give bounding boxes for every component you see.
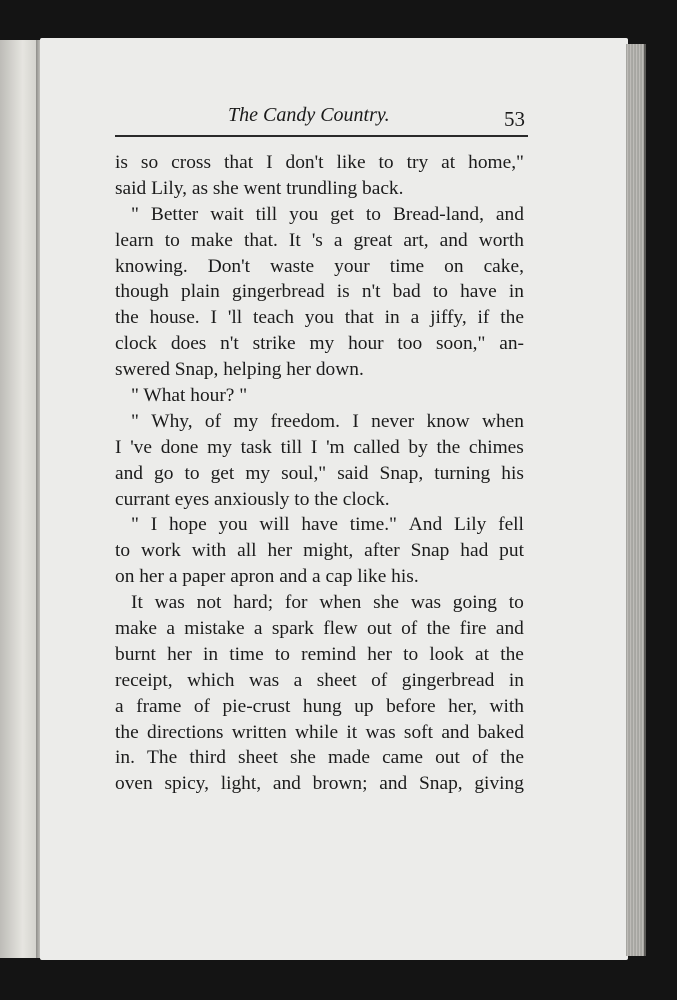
text-line: burnt her in time to remind her to look at the [115, 643, 524, 665]
text-line: learn to make that. It 's a great art, and worth [115, 229, 524, 251]
text-line: said Lily, as she went trundling back. [115, 177, 404, 199]
text-line: and go to get my soul," said Snap, turning his [115, 462, 524, 484]
text-line: receipt, which was a sheet of gingerbread in [115, 669, 524, 691]
running-header: The Candy Country. [228, 104, 390, 126]
text-line: It was not hard; for when she was going to [131, 592, 524, 614]
text-line: knowing. Don't waste your time on cake, [115, 255, 524, 277]
page-stack-edge [626, 44, 646, 956]
text-line: currant eyes anxiously to the clock. [115, 488, 390, 510]
text-line: " What hour? " [131, 385, 248, 407]
text-line: though plain gingerbread is n't bad to have in [115, 281, 524, 303]
body-text [115, 150, 524, 797]
header-rule [115, 135, 528, 137]
text-line: the directions written while it was soft and baked [115, 721, 524, 743]
text-line: I 've done my task till I 'm called by the chimes [115, 436, 524, 458]
text-line: to work with all her might, after Snap had put [115, 540, 524, 562]
text-line: on her a paper apron and a cap like his. [115, 566, 419, 588]
text-line: " Better wait till you get to Bread-land, and [131, 203, 524, 225]
text-line: a frame of pie-crust hung up before her, with [115, 695, 524, 717]
left-page-edge [0, 40, 38, 958]
text-line: " I hope you will have time." And Lily fell [131, 514, 524, 536]
page-number: 53 [504, 107, 525, 131]
text-line: the house. I 'll teach you that in a jiffy, if the [115, 307, 524, 329]
text-line: in. The third sheet she made came out of the [115, 747, 524, 769]
text-line: clock does n't strike my hour too soon," an- [115, 333, 524, 355]
text-line: make a mistake a spark flew out of the fire and [115, 618, 524, 640]
text-line: oven spicy, light, and brown; and Snap, giving [115, 773, 524, 795]
text-line: is so cross that I don't like to try at home," [115, 152, 524, 173]
text-line: " Why, of my freedom. I never know when [131, 410, 524, 432]
text-line: swered Snap, helping her down. [115, 359, 364, 381]
